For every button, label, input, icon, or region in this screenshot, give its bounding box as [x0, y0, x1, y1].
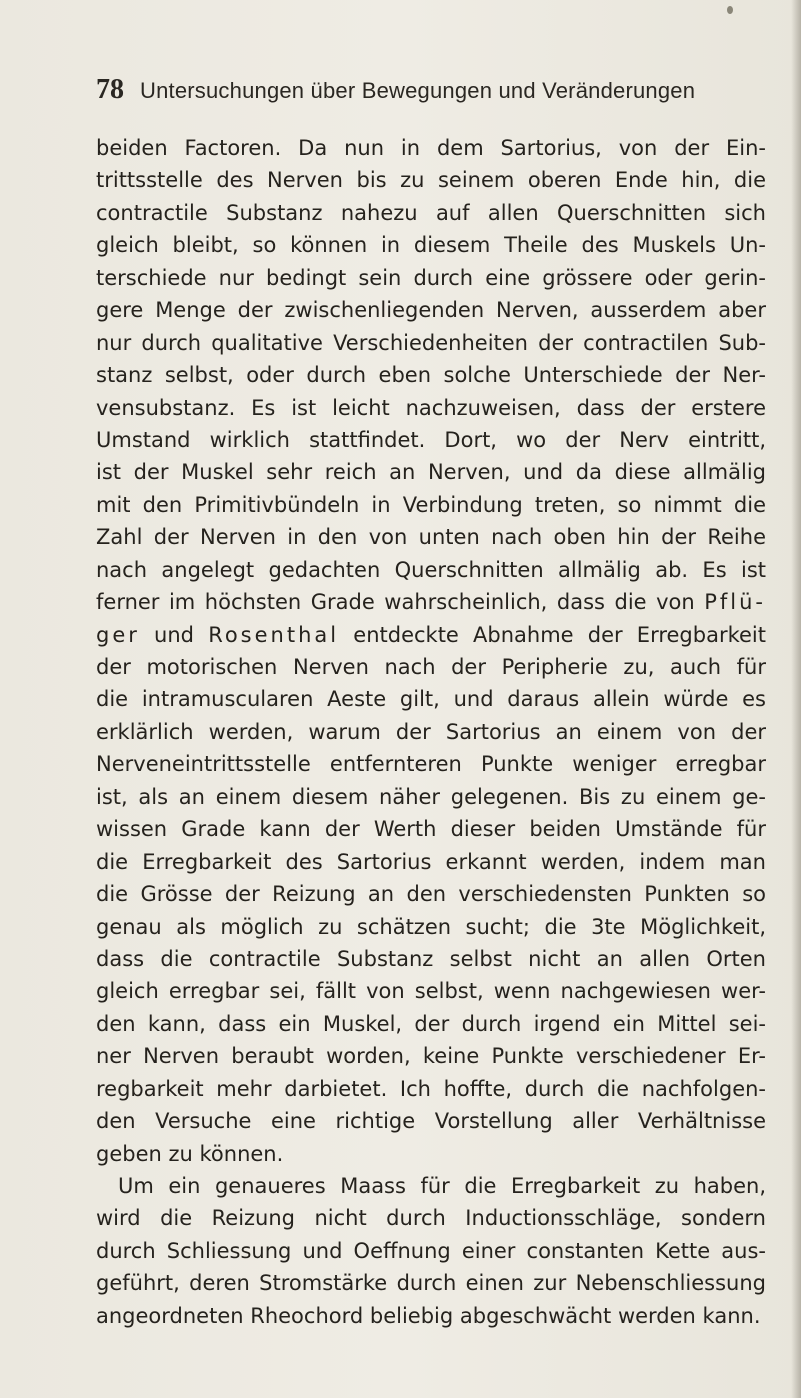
text-segment: mit den Primitivbündeln in Verbindung treten, so nimmt die	[96, 492, 766, 517]
text-line	[96, 911, 766, 943]
text-line	[96, 456, 766, 488]
text-line	[96, 1073, 766, 1105]
text-segment: die Grösse der Reizung an den verschiedensten Punkten so	[96, 882, 766, 907]
text-line	[96, 327, 766, 359]
text-line	[96, 586, 766, 618]
text-segment: Umstand wirklich stattfindet. Dort, wo der Nerv eintritt,	[96, 427, 766, 452]
text-line	[96, 229, 766, 261]
page-header	[96, 74, 756, 114]
text-segment: den Versuche eine richtige Vorstellung aller Verhältnisse	[96, 1109, 766, 1134]
text-line	[96, 197, 766, 229]
text-segment: nach angelegt gedachten Querschnitten allmälig ab. Es ist	[96, 557, 766, 582]
ink-spot	[727, 6, 733, 14]
spaced-name: Rosenthal	[208, 622, 340, 647]
text-line	[96, 1300, 766, 1332]
text-line	[96, 294, 766, 326]
text-segment: terschiede nur bedingt sein durch eine grössere oder gerin-	[96, 265, 766, 290]
text-segment: gleich bleibt, so können in diesem Theile des Muskels Un-	[96, 233, 766, 258]
text-segment: entdeckte Abnahme der Erregbarkeit	[339, 622, 766, 647]
text-line	[96, 1105, 766, 1137]
spaced-name: Pflü-	[704, 590, 766, 615]
text-segment: die Erregbarkeit des Sartorius erkannt werden, indem man	[96, 849, 766, 874]
text-line	[96, 262, 766, 294]
text-segment: Nerveneintrittsstelle entfernteren Punkte weniger erregbar	[96, 752, 766, 777]
text-segment: trittsstelle des Nerven bis zu seinem oberen Ende hin, die	[96, 168, 766, 193]
spaced-name: ger	[96, 622, 140, 647]
text-line	[96, 748, 766, 780]
body-text	[96, 132, 766, 1332]
text-segment: angeordneten Rheochord beliebig abgeschwächt werden kann.	[96, 1303, 761, 1328]
text-segment: und	[139, 622, 209, 647]
text-line	[96, 489, 766, 521]
text-line	[96, 619, 766, 651]
text-line	[96, 683, 766, 715]
text-segment: gere Menge der zwischenliegenden Nerven, ausserdem aber	[96, 298, 766, 323]
text-segment: nur durch qualitative Verschiedenheiten der contractilen Sub-	[96, 330, 766, 355]
text-segment: die intramuscularen Aeste gilt, und daraus allein würde es	[96, 687, 766, 712]
page-edge-shadow	[791, 0, 801, 1398]
text-line	[96, 359, 766, 391]
text-segment: geführt, deren Stromstärke durch einen zur Nebenschliessung	[96, 1271, 766, 1296]
text-line	[96, 521, 766, 553]
text-line	[96, 1138, 766, 1170]
text-line	[96, 1008, 766, 1040]
text-segment: genau als möglich zu schätzen sucht; die 3te Möglichkeit,	[96, 914, 766, 939]
text-line	[96, 1267, 766, 1299]
text-line	[96, 132, 766, 164]
text-segment: ist, als an einem diesem näher gelegenen. Bis zu einem ge-	[96, 784, 766, 809]
page-number: 78	[96, 74, 124, 105]
text-segment: dass die contractile Substanz selbst nicht an allen Orten	[96, 946, 766, 971]
text-line	[96, 164, 766, 196]
text-segment: ner Nerven beraubt worden, keine Punkte verschiedener Er-	[96, 1044, 766, 1069]
text-line	[96, 554, 766, 586]
text-segment: ferner im höchsten Grade wahrscheinlich, dass die von	[96, 590, 705, 615]
text-segment: erklärlich werden, warum der Sartorius an einem von der	[96, 719, 766, 744]
text-segment: vensubstanz. Es ist leicht nachzuweisen, dass der erstere	[96, 395, 766, 420]
text-line	[96, 975, 766, 1007]
text-line	[96, 813, 766, 845]
text-line	[96, 781, 766, 813]
text-line	[96, 1170, 766, 1202]
text-segment: regbarkeit mehr darbietet. Ich hoffte, durch die nachfolgen-	[96, 1076, 766, 1101]
text-line	[96, 846, 766, 878]
text-segment: den kann, dass ein Muskel, der durch irgend ein Mittel sei-	[96, 1011, 766, 1036]
text-segment: durch Schliessung und Oeffnung einer constanten Kette aus-	[96, 1238, 766, 1263]
text-segment: ist der Muskel sehr reich an Nerven, und da diese allmälig	[96, 460, 766, 485]
text-segment: der motorischen Nerven nach der Peripherie zu, auch für	[96, 655, 766, 679]
text-line	[96, 392, 766, 424]
text-segment: Zahl der Nerven in den von unten nach oben hin der Reihe	[96, 525, 766, 550]
text-line	[96, 1235, 766, 1267]
text-segment: wissen Grade kann der Werth dieser beiden Umstände für	[96, 817, 766, 842]
text-segment: beiden Factoren. Da nun in dem Sartorius, von der Ein-	[96, 136, 766, 160]
text-segment: stanz selbst, oder durch eben solche Unterschiede der Ner-	[96, 363, 766, 388]
text-segment: Um ein genaueres Maass für die Erregbarkeit zu haben,	[118, 1174, 766, 1198]
text-line	[96, 716, 766, 748]
text-line	[96, 1202, 766, 1234]
running-head: Untersuchungen über Bewegungen und Veränderungen	[140, 78, 696, 103]
text-line	[96, 878, 766, 910]
text-line	[96, 651, 766, 683]
text-line	[96, 943, 766, 975]
text-line	[96, 424, 766, 456]
text-segment: contractile Substanz nahezu auf allen Querschnitten sich	[96, 200, 766, 225]
text-segment: gleich erregbar sei, fällt von selbst, wenn nachgewiesen wer-	[96, 979, 766, 1004]
text-line	[96, 1040, 766, 1072]
text-segment: geben zu können.	[96, 1141, 284, 1166]
text-segment: wird die Reizung nicht durch Inductionsschläge, sondern	[96, 1206, 766, 1231]
